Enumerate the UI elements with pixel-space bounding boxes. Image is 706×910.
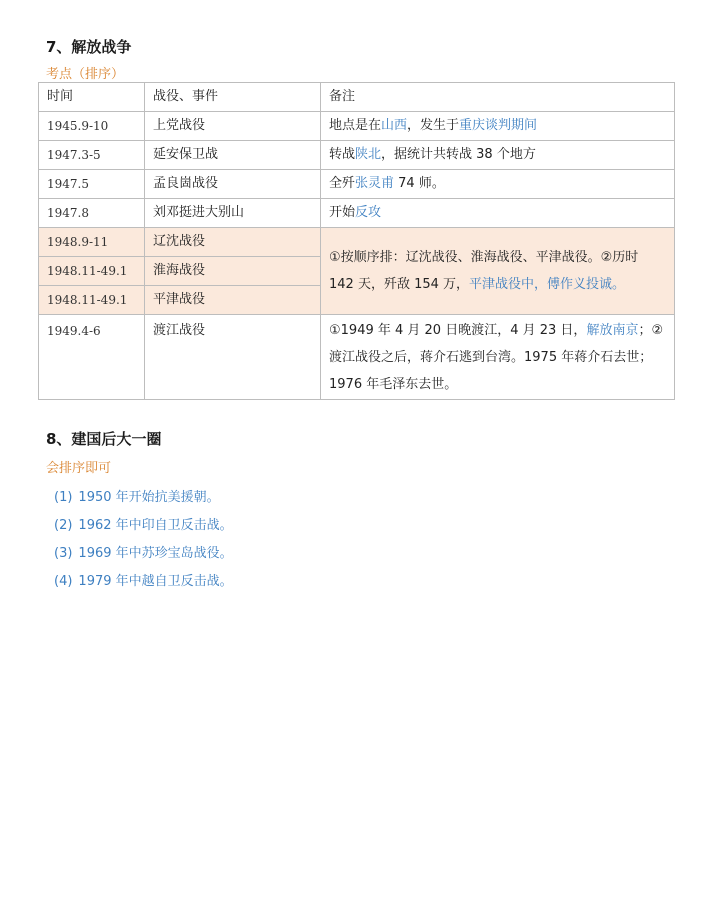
list-item-number: (1) bbox=[54, 490, 73, 505]
row-event: 孟良崮战役 bbox=[145, 170, 321, 199]
list-item-number: (3) bbox=[54, 546, 73, 561]
row-note: 全歼张灵甫 74 师。 bbox=[321, 170, 675, 199]
table-row bbox=[39, 315, 675, 400]
table-row-highlighted bbox=[39, 228, 675, 257]
row-note: 开始反攻 bbox=[321, 199, 675, 228]
row-date: 1947.3-5 bbox=[39, 141, 145, 170]
row-date: 1945.9-10 bbox=[39, 112, 145, 141]
section-7-subtitle: 考点（排序） bbox=[46, 67, 125, 82]
table-row bbox=[39, 199, 675, 228]
row-date: 1947.8 bbox=[39, 199, 145, 228]
row-date: 1948.11-49.1 bbox=[39, 286, 145, 315]
header-event: 战役、事件 bbox=[145, 83, 321, 112]
row-date: 1948.11-49.1 bbox=[39, 257, 145, 286]
list-item-text: 1962 年中印自卫反击战。 bbox=[78, 518, 233, 533]
table-row bbox=[39, 170, 675, 199]
row-event: 渡江战役 bbox=[145, 315, 321, 400]
row-event: 延安保卫战 bbox=[145, 141, 321, 170]
section-8-subtitle: 会排序即可 bbox=[46, 461, 112, 476]
row-note: ①1949 年 4 月 20 日晚渡江，4 月 23 日，解放南京；②渡江战役之后，蒋介石逃到台湾。1975 年蒋介石去世；1976 年毛泽东去世。 bbox=[321, 315, 675, 400]
list-item bbox=[54, 542, 233, 561]
merged-note: ①按顺序排：辽沈战役、淮海战役、平津战役。②历时 142 天，歼敌 154 万，平津战役中，傅作义投诚。 bbox=[321, 228, 675, 315]
row-event: 平津战役 bbox=[145, 286, 321, 315]
list-item-text: 1979 年中越自卫反击战。 bbox=[78, 574, 233, 589]
row-event: 辽沈战役 bbox=[145, 228, 321, 257]
list-item-number: (4) bbox=[54, 574, 73, 589]
list-item bbox=[54, 570, 233, 589]
list-item-text: 1950 年开始抗美援朝。 bbox=[78, 490, 220, 505]
row-note: 转战陕北，据统计共转战 38 个地方 bbox=[321, 141, 675, 170]
liberation-war-table bbox=[38, 82, 675, 400]
header-note: 备注 bbox=[321, 83, 675, 112]
table-header-row bbox=[39, 83, 675, 112]
section-7-title: 7、解放战争 bbox=[46, 38, 132, 56]
row-event: 刘邓挺进大别山 bbox=[145, 199, 321, 228]
table-row bbox=[39, 112, 675, 141]
row-note: 地点是在山西，发生于重庆谈判期间 bbox=[321, 112, 675, 141]
list-item-number: (2) bbox=[54, 518, 73, 533]
table-row bbox=[39, 141, 675, 170]
row-date: 1948.9-11 bbox=[39, 228, 145, 257]
header-time: 时间 bbox=[39, 83, 145, 112]
row-date: 1949.4-6 bbox=[39, 315, 145, 400]
row-event: 上党战役 bbox=[145, 112, 321, 141]
list-item bbox=[54, 486, 220, 505]
row-event: 淮海战役 bbox=[145, 257, 321, 286]
row-date: 1947.5 bbox=[39, 170, 145, 199]
list-item bbox=[54, 514, 233, 533]
list-item-text: 1969 年中苏珍宝岛战役。 bbox=[78, 546, 233, 561]
section-8-title: 8、建国后大一圈 bbox=[46, 430, 162, 448]
